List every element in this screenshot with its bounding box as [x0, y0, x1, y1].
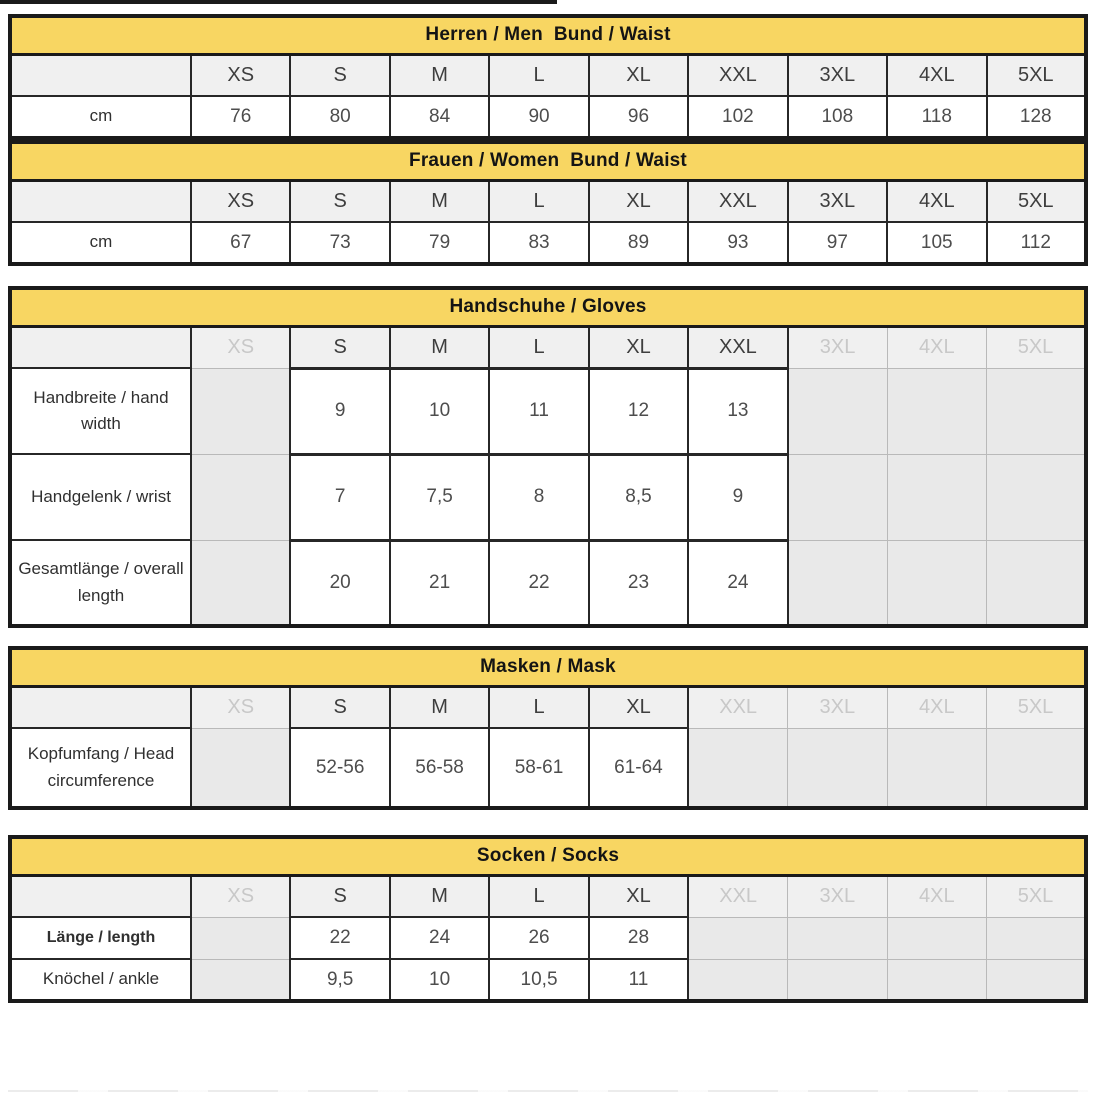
- next-table-hint: [8, 1090, 1088, 1092]
- row-label: cm: [10, 222, 191, 264]
- size-header-xxl: XXL: [688, 180, 787, 222]
- row-label: Handbreite / hand width: [10, 368, 191, 454]
- value-cell-5xl: [987, 454, 1087, 540]
- value-cell-s: 22: [290, 917, 389, 959]
- size-chart-table-socks: [8, 835, 1088, 1003]
- size-chart-table-mask: [8, 646, 1088, 810]
- size-header-xl: XL: [589, 326, 688, 368]
- size-chart-table-gloves: [8, 286, 1088, 628]
- size-header-s: S: [290, 326, 389, 368]
- value-cell-s: 9,5: [290, 959, 389, 1001]
- value-cell-xl: 28: [589, 917, 688, 959]
- value-cell-xs: 67: [191, 222, 290, 264]
- value-cell-4xl: [887, 454, 986, 540]
- size-header-xs: XS: [191, 326, 290, 368]
- value-cell-l: 83: [489, 222, 588, 264]
- size-header-m: M: [390, 54, 489, 96]
- value-cell-4xl: [887, 959, 986, 1001]
- value-cell-l: 90: [489, 96, 588, 138]
- size-header-5xl: 5XL: [987, 326, 1087, 368]
- size-header-5xl: 5XL: [987, 875, 1087, 917]
- value-cell-4xl: [887, 368, 986, 454]
- table-title: Herren / Men Bund / Waist: [10, 16, 1086, 54]
- value-cell-s: 73: [290, 222, 389, 264]
- value-cell-xs: [191, 728, 290, 808]
- value-cell-3xl: [788, 540, 887, 626]
- value-cell-4xl: [887, 728, 986, 808]
- row-label: cm: [10, 96, 191, 138]
- size-header-corner: [10, 180, 191, 222]
- size-header-xs: XS: [191, 875, 290, 917]
- size-header-3xl: 3XL: [788, 686, 887, 728]
- value-cell-5xl: [987, 917, 1087, 959]
- value-cell-m: 56-58: [390, 728, 489, 808]
- size-header-xs: XS: [191, 180, 290, 222]
- value-cell-xs: [191, 368, 290, 454]
- value-cell-xxl: 9: [688, 454, 787, 540]
- value-cell-xxl: [688, 728, 787, 808]
- value-cell-l: 22: [489, 540, 588, 626]
- value-cell-5xl: [987, 540, 1087, 626]
- value-cell-xxl: [688, 917, 787, 959]
- size-header-l: L: [489, 180, 588, 222]
- size-header-3xl: 3XL: [788, 54, 887, 96]
- size-header-3xl: 3XL: [788, 326, 887, 368]
- size-header-xxl: XXL: [688, 54, 787, 96]
- value-cell-xl: 96: [589, 96, 688, 138]
- value-cell-4xl: [887, 540, 986, 626]
- size-header-xxl: XXL: [688, 326, 787, 368]
- size-header-s: S: [290, 875, 389, 917]
- value-cell-s: 9: [290, 368, 389, 454]
- row-label: Gesamtlänge / overall length: [10, 540, 191, 626]
- value-cell-m: 84: [390, 96, 489, 138]
- size-header-xl: XL: [589, 54, 688, 96]
- value-cell-l: 11: [489, 368, 588, 454]
- size-header-s: S: [290, 180, 389, 222]
- value-cell-3xl: 97: [788, 222, 887, 264]
- value-cell-xxl: 102: [688, 96, 787, 138]
- row-label: Knöchel / ankle: [10, 959, 191, 1001]
- size-header-m: M: [390, 875, 489, 917]
- size-header-xl: XL: [589, 875, 688, 917]
- value-cell-s: 80: [290, 96, 389, 138]
- value-cell-l: 26: [489, 917, 588, 959]
- value-cell-3xl: [788, 917, 887, 959]
- size-header-4xl: 4XL: [887, 54, 986, 96]
- value-cell-4xl: 118: [887, 96, 986, 138]
- size-header-l: L: [489, 875, 588, 917]
- size-header-xxl: XXL: [688, 875, 787, 917]
- table-title: Socken / Socks: [10, 837, 1086, 875]
- row-label: Kopfumfang / Head circumference: [10, 728, 191, 808]
- value-cell-4xl: 105: [887, 222, 986, 264]
- value-cell-xs: [191, 540, 290, 626]
- value-cell-s: 52-56: [290, 728, 389, 808]
- size-header-5xl: 5XL: [987, 54, 1087, 96]
- value-cell-5xl: [987, 959, 1087, 1001]
- size-header-corner: [10, 875, 191, 917]
- size-header-corner: [10, 686, 191, 728]
- value-cell-xxl: 24: [688, 540, 787, 626]
- row-label: Länge / length: [10, 917, 191, 959]
- value-cell-xl: 61-64: [589, 728, 688, 808]
- size-header-4xl: 4XL: [887, 875, 986, 917]
- value-cell-s: 7: [290, 454, 389, 540]
- value-cell-5xl: [987, 368, 1087, 454]
- size-chart-table-men-waist: [8, 14, 1088, 140]
- size-header-l: L: [489, 54, 588, 96]
- value-cell-5xl: [987, 728, 1087, 808]
- value-cell-3xl: 108: [788, 96, 887, 138]
- value-cell-xl: 12: [589, 368, 688, 454]
- size-header-4xl: 4XL: [887, 180, 986, 222]
- value-cell-m: 79: [390, 222, 489, 264]
- size-header-xs: XS: [191, 686, 290, 728]
- value-cell-m: 21: [390, 540, 489, 626]
- size-header-4xl: 4XL: [887, 686, 986, 728]
- value-cell-xl: 23: [589, 540, 688, 626]
- value-cell-l: 58-61: [489, 728, 588, 808]
- size-header-xs: XS: [191, 54, 290, 96]
- value-cell-xxl: [688, 959, 787, 1001]
- table-title: Masken / Mask: [10, 648, 1086, 686]
- value-cell-3xl: [788, 454, 887, 540]
- size-header-corner: [10, 326, 191, 368]
- size-header-s: S: [290, 54, 389, 96]
- size-header-xl: XL: [589, 686, 688, 728]
- value-cell-m: 10: [390, 368, 489, 454]
- value-cell-xxl: 13: [688, 368, 787, 454]
- value-cell-m: 24: [390, 917, 489, 959]
- table-title: Handschuhe / Gloves: [10, 288, 1086, 326]
- value-cell-xl: 8,5: [589, 454, 688, 540]
- value-cell-5xl: 112: [987, 222, 1087, 264]
- size-header-xxl: XXL: [688, 686, 787, 728]
- value-cell-m: 7,5: [390, 454, 489, 540]
- size-header-m: M: [390, 326, 489, 368]
- size-header-m: M: [390, 180, 489, 222]
- value-cell-xl: 89: [589, 222, 688, 264]
- size-header-l: L: [489, 326, 588, 368]
- size-header-xl: XL: [589, 180, 688, 222]
- value-cell-3xl: [788, 368, 887, 454]
- size-header-m: M: [390, 686, 489, 728]
- table-title: Frauen / Women Bund / Waist: [10, 142, 1086, 180]
- value-cell-xxl: 93: [688, 222, 787, 264]
- value-cell-4xl: [887, 917, 986, 959]
- size-header-corner: [10, 54, 191, 96]
- value-cell-5xl: 128: [987, 96, 1087, 138]
- value-cell-xs: [191, 959, 290, 1001]
- top-crop-line: [0, 0, 557, 4]
- size-header-l: L: [489, 686, 588, 728]
- size-header-4xl: 4XL: [887, 326, 986, 368]
- value-cell-l: 8: [489, 454, 588, 540]
- size-header-5xl: 5XL: [987, 686, 1087, 728]
- value-cell-xl: 11: [589, 959, 688, 1001]
- value-cell-l: 10,5: [489, 959, 588, 1001]
- value-cell-xs: 76: [191, 96, 290, 138]
- value-cell-xs: [191, 917, 290, 959]
- size-header-s: S: [290, 686, 389, 728]
- value-cell-m: 10: [390, 959, 489, 1001]
- size-header-3xl: 3XL: [788, 180, 887, 222]
- value-cell-xs: [191, 454, 290, 540]
- value-cell-3xl: [788, 728, 887, 808]
- size-chart-table-women-waist: [8, 140, 1088, 266]
- size-header-5xl: 5XL: [987, 180, 1087, 222]
- tables: [8, 14, 1088, 1003]
- value-cell-3xl: [788, 959, 887, 1001]
- size-header-3xl: 3XL: [788, 875, 887, 917]
- value-cell-s: 20: [290, 540, 389, 626]
- row-label: Handgelenk / wrist: [10, 454, 191, 540]
